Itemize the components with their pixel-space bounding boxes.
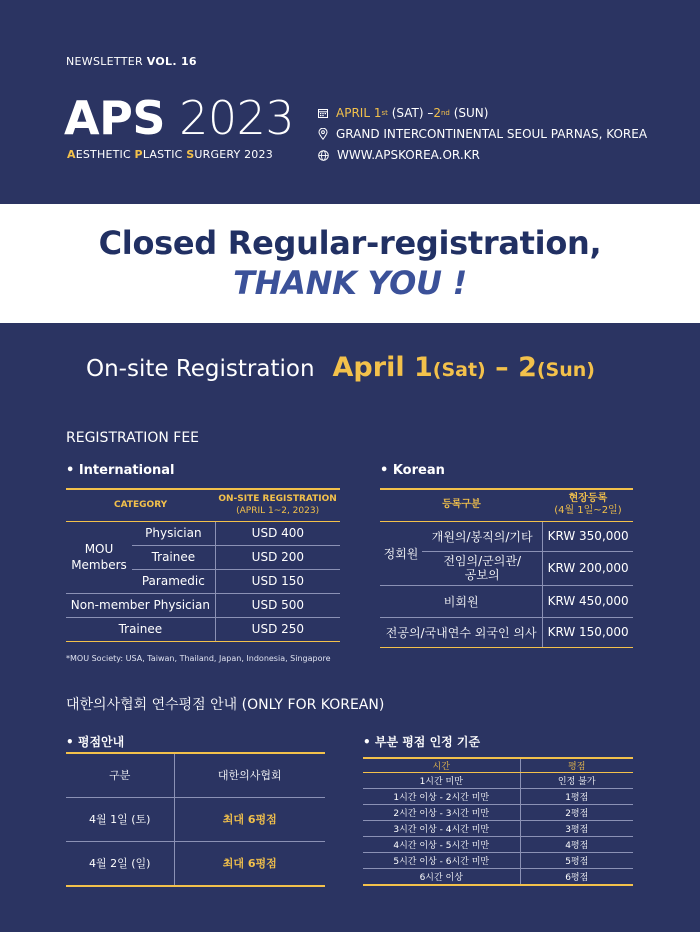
kor-category: 전임의/군의관/ 공보의 <box>422 551 543 585</box>
partial-time: 1시간 이상 - 2시간 미만 <box>363 789 520 805</box>
table-row <box>363 837 633 853</box>
kor-fee: KRW 350,000 <box>543 521 633 551</box>
onsite-registration <box>86 352 595 383</box>
partial-time: 3시간 이상 - 4시간 미만 <box>363 821 520 837</box>
onsite-day-a: (Sat) <box>432 359 486 381</box>
points-day: 4월 1일 (토) <box>66 797 174 841</box>
points-value: 최대 6평점 <box>174 797 325 841</box>
points-day: 4월 2일 (일) <box>66 841 174 886</box>
intl-fee: USD 250 <box>215 617 340 641</box>
partial-time: 6시간 이상 <box>363 869 520 885</box>
table-row <box>363 789 633 805</box>
regular-member-group: 정회원 <box>380 521 422 585</box>
kor-category: 전공의/국내연수 외국인 의사 <box>380 617 543 647</box>
header-onsite <box>543 489 633 521</box>
points-header-col1: 구분 <box>66 753 174 797</box>
subtitle-s: S <box>186 148 195 161</box>
partial-time: 2시간 이상 - 3시간 미만 <box>363 805 520 821</box>
subtitle-a: A <box>67 148 76 161</box>
date-sat: (SAT) – <box>391 106 434 120</box>
partial-points-label: • 부분 평점 인정 기준 <box>363 735 481 749</box>
table-header-row <box>66 489 340 521</box>
venue-text: GRAND INTERCONTINENTAL SEOUL PARNAS, KOREA <box>336 127 648 141</box>
header-onsite <box>215 489 340 521</box>
kor-fee: KRW 450,000 <box>543 585 633 617</box>
table-row <box>66 593 340 617</box>
partial-header-points: 평점 <box>520 758 633 773</box>
international-label: • International <box>66 463 175 478</box>
table-header-row <box>363 758 633 773</box>
logo-aps: APS <box>64 91 165 145</box>
logo-year: 2023 <box>179 91 295 145</box>
onsite-label: On-site Registration <box>86 356 315 382</box>
intl-category: Paramedic <box>132 569 215 593</box>
onsite-date-a: April 1 <box>332 352 433 383</box>
event-venue <box>318 127 647 141</box>
intl-fee: USD 200 <box>215 545 340 569</box>
table-header-row <box>66 753 325 797</box>
partial-points-table <box>363 757 633 886</box>
intl-fee: USD 150 <box>215 569 340 593</box>
korean-label: • Korean <box>380 463 445 478</box>
newsletter-volume <box>66 55 197 68</box>
website-link[interactable]: WWW.APSKOREA.OR.KR <box>337 148 480 162</box>
mou-society-note: *MOU Society: USA, Taiwan, Thailand, Japan, Indonesia, Singapore <box>66 654 331 663</box>
header-onsite-title: ON-SITE REGISTRATION <box>218 494 337 505</box>
partial-points: 인정 불가 <box>520 773 633 789</box>
logo-subtitle <box>67 148 273 161</box>
subtitle-p: P <box>134 148 143 161</box>
date-nd: nd <box>440 109 450 117</box>
korean-fee-table <box>380 488 633 648</box>
banner-line2: THANK YOU ! <box>233 264 467 302</box>
event-website <box>318 148 480 162</box>
intl-category: Trainee <box>132 545 215 569</box>
table-row <box>363 853 633 869</box>
table-row <box>380 585 633 617</box>
event-date <box>318 106 488 120</box>
banner-line1: Closed Regular-registration, <box>98 224 602 262</box>
partial-points: 2평점 <box>520 805 633 821</box>
onsite-dash: – <box>485 352 519 383</box>
header-onsite-dates: (4월 1일~2일) <box>554 505 622 517</box>
closed-registration-banner <box>0 204 700 323</box>
subtitle-esthetic: ESTHETIC <box>75 148 135 161</box>
partial-points: 6평점 <box>520 869 633 885</box>
date-sun: (SUN) <box>453 106 489 120</box>
table-row <box>66 797 325 841</box>
globe-icon <box>318 150 329 161</box>
kor-fee: KRW 200,000 <box>543 551 633 585</box>
mou-members-group: MOU Members <box>66 521 132 593</box>
table-row <box>380 521 633 551</box>
date-2: 2 <box>433 106 441 120</box>
partial-time: 5시간 이상 - 6시간 미만 <box>363 853 520 869</box>
table-header-row <box>380 489 633 521</box>
international-fee-table <box>66 488 340 642</box>
points-label: • 평점안내 <box>66 735 125 749</box>
onsite-dates <box>333 352 595 383</box>
table-row <box>66 521 340 545</box>
partial-points: 5평점 <box>520 853 633 869</box>
partial-header-time: 시간 <box>363 758 520 773</box>
location-pin-icon <box>318 128 328 140</box>
kor-fee: KRW 150,000 <box>543 617 633 647</box>
header-onsite-dates: (APRIL 1~2, 2023) <box>236 506 320 517</box>
newsletter-prefix: NEWSLETTER <box>66 55 147 68</box>
onsite-date-b: 2 <box>518 352 537 383</box>
intl-fee: USD 500 <box>215 593 340 617</box>
table-row <box>380 617 633 647</box>
partial-points: 3평점 <box>520 821 633 837</box>
intl-category: Non-member Physician <box>66 593 215 617</box>
points-value: 최대 6평점 <box>174 841 325 886</box>
intl-category: Physician <box>132 521 215 545</box>
header-category: CATEGORY <box>66 489 215 521</box>
table-row <box>363 821 633 837</box>
partial-time: 1시간 미만 <box>363 773 520 789</box>
kor-category: 개원의/봉직의/기타 <box>422 521 543 551</box>
table-row <box>66 841 325 886</box>
newsletter-vol: VOL. 16 <box>146 55 197 68</box>
onsite-day-b: (Sun) <box>536 359 595 381</box>
date-st: st <box>381 109 388 117</box>
calendar-icon <box>318 108 328 118</box>
partial-time: 4시간 이상 - 5시간 미만 <box>363 837 520 853</box>
subtitle-lastic: LASTIC <box>142 148 187 161</box>
kma-points-table <box>66 752 325 887</box>
partial-points: 4평점 <box>520 837 633 853</box>
table-row <box>363 805 633 821</box>
partial-points: 1평점 <box>520 789 633 805</box>
registration-fee-heading: REGISTRATION FEE <box>66 430 200 446</box>
header-onsite-title: 현장등록 <box>568 493 608 505</box>
intl-fee: USD 400 <box>215 521 340 545</box>
table-row <box>363 869 633 885</box>
intl-category: Trainee <box>66 617 215 641</box>
date-april1: APRIL 1 <box>336 106 382 120</box>
kor-category: 비회원 <box>380 585 543 617</box>
header-category: 등록구분 <box>380 489 543 521</box>
aps-logo-title <box>64 92 294 144</box>
points-header-col2: 대한의사협회 <box>174 753 325 797</box>
table-row <box>66 617 340 641</box>
kma-credits-heading: 대한의사협회 연수평점 안내 (ONLY FOR KOREAN) <box>66 697 385 713</box>
table-row <box>363 773 633 789</box>
subtitle-urgery: URGERY 2023 <box>194 148 273 161</box>
